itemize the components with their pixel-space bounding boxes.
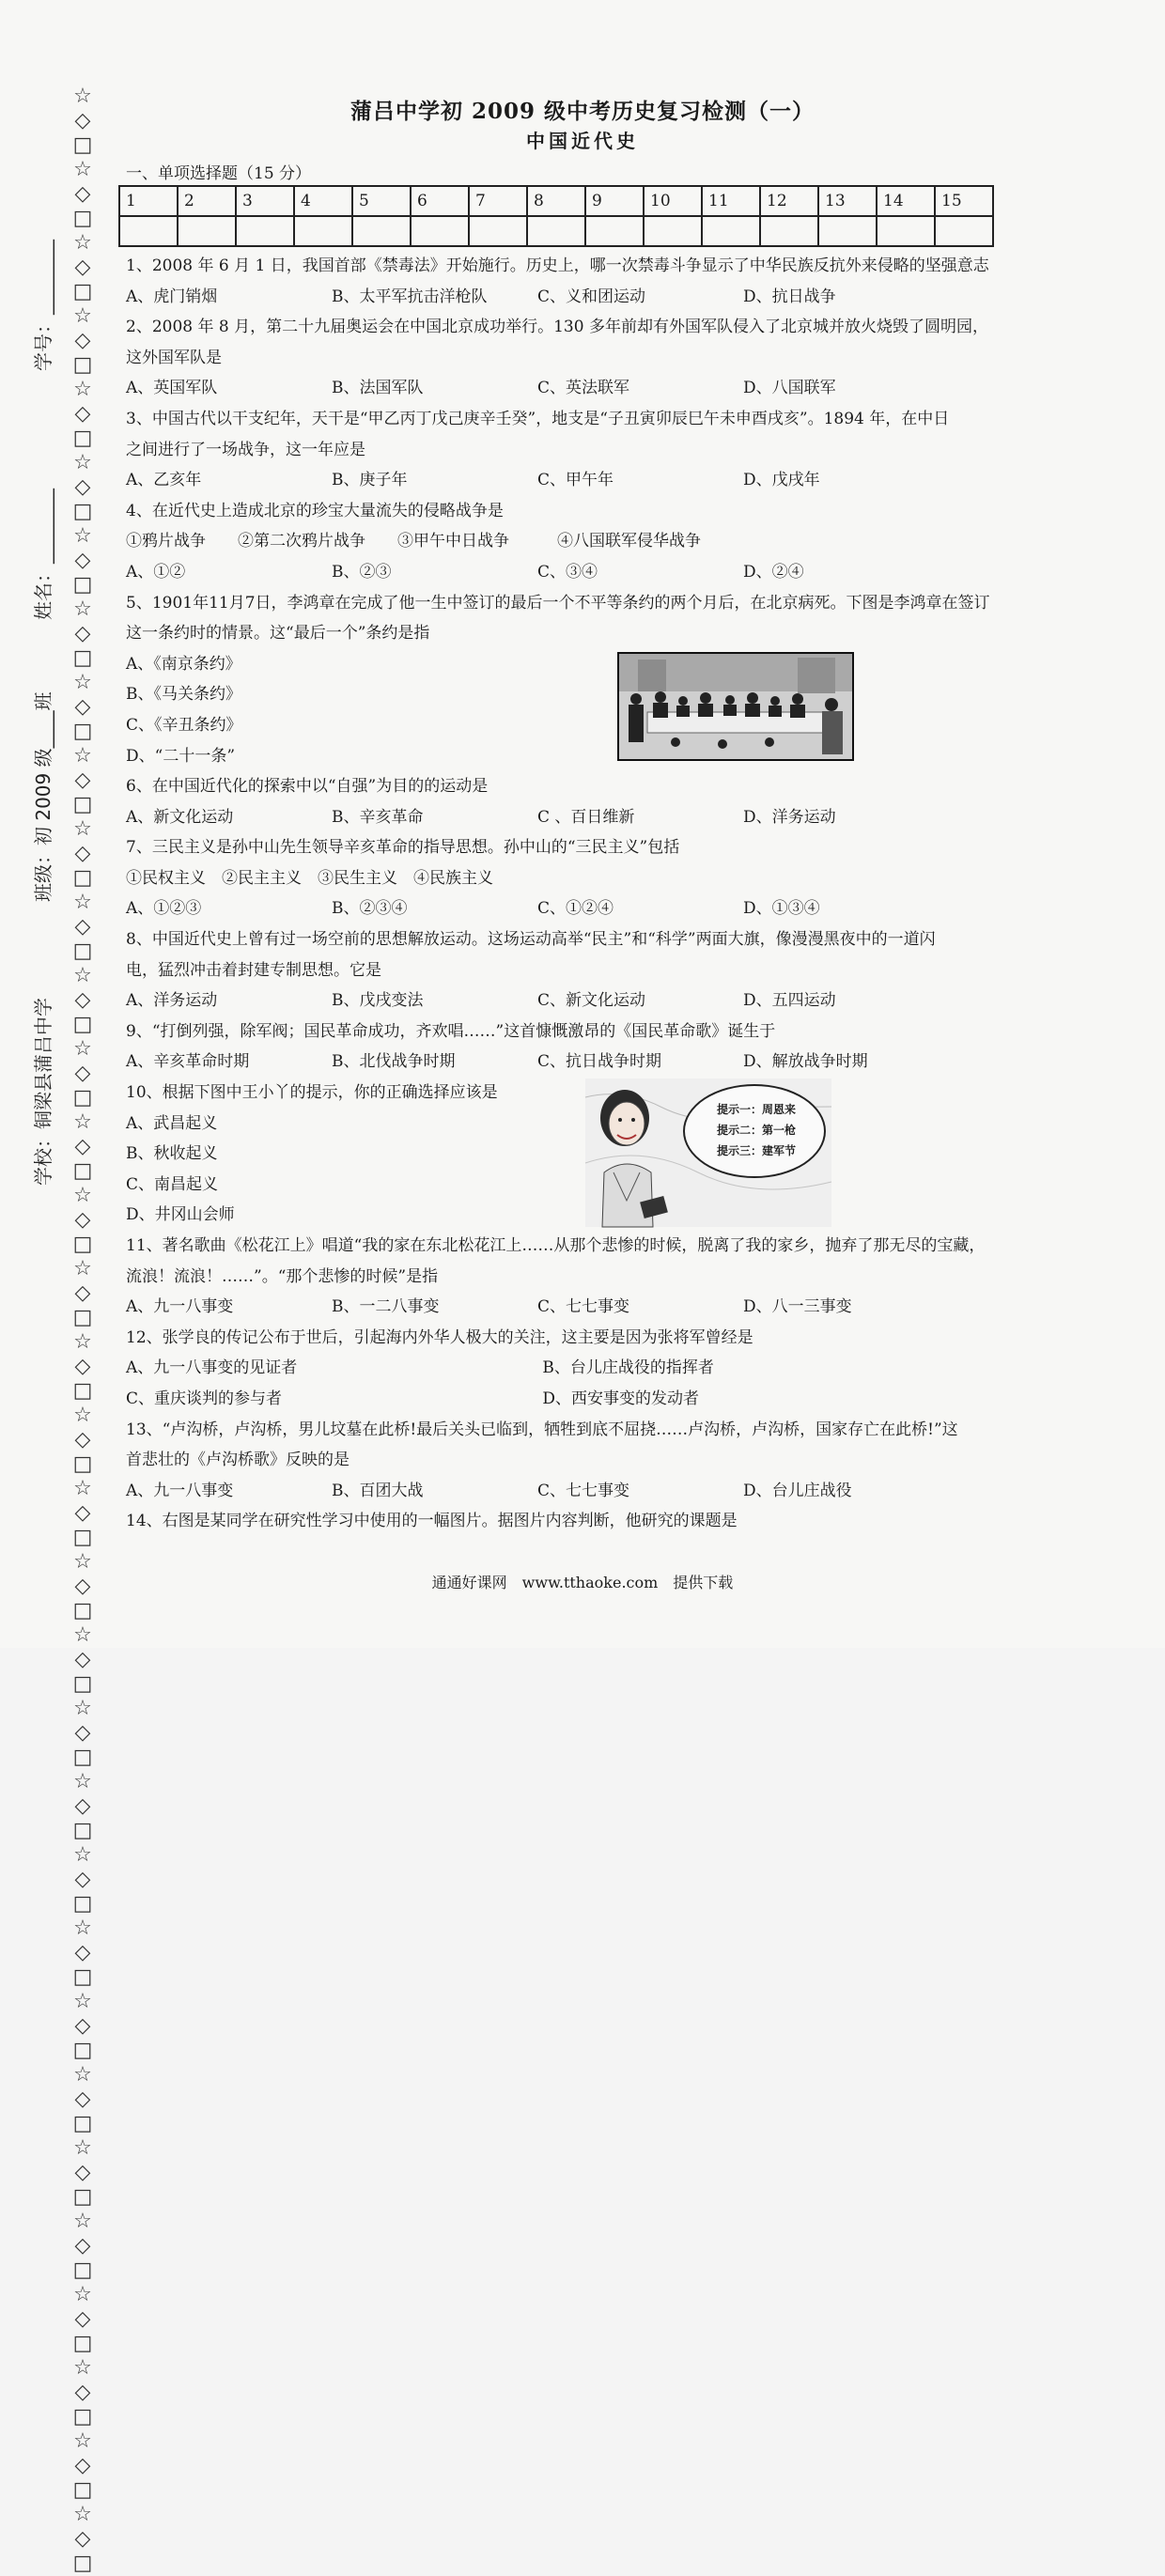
answer-number: 15 <box>935 186 993 216</box>
answer-number: 14 <box>877 186 935 216</box>
option: C、重庆谈判的参与者 <box>126 1389 283 1408</box>
option: B、②③ <box>332 562 392 582</box>
option: A、《南京条约》 <box>126 654 241 674</box>
option: D、井冈山会师 <box>126 1205 235 1225</box>
answer-number: 4 <box>294 186 352 216</box>
page-title: 蒲吕中学初 2009 级中考历史复习检测（一） <box>350 99 816 124</box>
question-13: 13、“卢沟桥，卢沟桥，男儿坟墓在此桥!最后关头已临到，牺牲到底不屈挠……卢沟桥，卢沟桥，国家存亡在此桥!”这 <box>126 1420 958 1439</box>
option: D、洋务运动 <box>743 807 836 827</box>
hint-bubble <box>683 1084 826 1178</box>
answer-number: 5 <box>352 186 411 216</box>
question-7-items: ①民权主义 ②民主主义 ③民生主义 ④民族主义 <box>126 868 493 888</box>
question-2: 2、2008 年 8 月，第二十九届奥运会在中国北京成功举行。130 多年前却有外国军队侵入了北京城并放火烧毁了圆明园， <box>126 318 988 337</box>
option: A、虎门销烟 <box>126 287 218 306</box>
question-6: 6、在中国近代化的探索中以“自强”为目的的运动是 <box>126 777 489 797</box>
option: C、英法联军 <box>537 379 630 398</box>
question-5: 5、1901年11月7日，李鸿章在完成了他一生中签订的最后一个不平等条约的两个月后，在北京病死。下图是李鸿章在签订 <box>126 593 990 613</box>
answer-number: 3 <box>236 186 294 216</box>
option: A、洋务运动 <box>126 991 218 1011</box>
answer-number: 12 <box>760 186 818 216</box>
question-8-cont: 电，猛烈冲击着封建专制思想。它是 <box>126 960 381 980</box>
option: D、戊戌年 <box>743 471 820 490</box>
option: A、九一八事变 <box>126 1481 234 1500</box>
option: C、《辛丑条约》 <box>126 715 242 735</box>
answer-blank[interactable] <box>411 216 469 246</box>
wang-xiaoya-cartoon <box>585 1079 831 1227</box>
option: B、庚子年 <box>332 471 408 490</box>
answer-number: 9 <box>585 186 644 216</box>
option: B、戊戌变法 <box>332 991 424 1011</box>
answer-table <box>118 185 994 247</box>
question-12-options-row1 <box>126 1353 1056 1384</box>
question-2-cont: 这外国军队是 <box>126 348 222 367</box>
option: A、辛亥革命时期 <box>126 1052 250 1072</box>
option: B、秋收起义 <box>126 1144 218 1164</box>
question-4: 4、在近代史上造成北京的珍宝大量流失的侵略战争是 <box>126 501 504 520</box>
answer-blank[interactable] <box>294 216 352 246</box>
student-number-label: 学号：________ <box>32 240 54 371</box>
answer-number: 7 <box>469 186 527 216</box>
option: C、南昌起义 <box>126 1174 219 1194</box>
option: C、①②④ <box>537 899 614 919</box>
option: D、①③④ <box>743 899 820 919</box>
question-13-cont: 首悲壮的《卢沟桥歌》反映的是 <box>126 1451 350 1470</box>
option: D、西安事变的发动者 <box>542 1389 700 1408</box>
hint-2: 提示二：第一枪 <box>717 1124 797 1137</box>
answer-blank[interactable] <box>935 216 993 246</box>
answer-blank[interactable] <box>119 216 178 246</box>
option: D、解放战争时期 <box>743 1052 868 1072</box>
option: A、武昌起义 <box>126 1113 218 1133</box>
student-name-label: 姓名：________ <box>32 489 54 620</box>
option: C、新文化运动 <box>537 991 646 1011</box>
question-1-options <box>126 282 1056 313</box>
option: D、八一三事变 <box>743 1297 852 1317</box>
question-11-cont: 流浪！流浪！……”。“那个悲惨的时候”是指 <box>126 1266 439 1286</box>
answer-blank[interactable] <box>760 216 818 246</box>
question-12: 12、张学良的传记公布于世后，引起海内外华人极大的关注，这主要是因为张将军曾经是 <box>126 1327 753 1347</box>
question-list <box>126 251 1056 1537</box>
option: A、①②③ <box>126 899 202 919</box>
answer-blank[interactable] <box>877 216 935 246</box>
question-9: 9、“打倒列强，除军阀；国民革命成功，齐欢唱……”这首慷慨激昂的《国民革命歌》诞生于 <box>126 1021 776 1041</box>
question-5-cont: 这一条约时的情景。这“最后一个”条约是指 <box>126 624 430 644</box>
question-1: 1、2008 年 6 月 1 日，我国首部《禁毒法》开始施行。历史上，哪一次禁毒斗争显示了中华民族反抗外来侵略的坚强意志 <box>126 256 989 275</box>
question-11: 11、著名歌曲《松花江上》唱道“我的家在东北松花江上……从那个悲惨的时候，脱离了我的家乡，抛弃了那无尽的宝藏， <box>126 1236 986 1255</box>
option: C、甲午年 <box>537 471 614 490</box>
option: A、九一八事变的见证者 <box>126 1358 298 1378</box>
school-label: 学校：铜梁县蒲吕中学 <box>32 998 54 1186</box>
option: A、英国军队 <box>126 379 218 398</box>
answer-number: 2 <box>178 186 236 216</box>
option: D、②④ <box>743 562 804 582</box>
class-label: 班级：初 2009 级____班 <box>32 691 54 902</box>
question-7-options <box>126 893 1056 924</box>
option: B、法国军队 <box>332 379 424 398</box>
option: D、“二十一条” <box>126 746 236 766</box>
option: B、辛亥革命 <box>332 807 424 827</box>
page-footer: 通通好课网 www.tthaoke.com 提供下载 <box>431 1574 734 1591</box>
option: C、③④ <box>537 562 598 582</box>
option: D、八国联军 <box>743 379 836 398</box>
option: B、百团大战 <box>332 1481 424 1500</box>
question-8: 8、中国近代史上曾有过一场空前的思想解放运动。这场运动高举“民主”和“科学”两面大旗，像漫漫黑夜中的一道闪 <box>126 930 936 950</box>
question-7: 7、三民主义是孙中山先生领导辛亥革命的指导思想。孙中山的“三民主义”包括 <box>126 838 680 858</box>
question-4-items: ①鸦片战争 ②第二次鸦片战争 ③甲午中日战争 ④八国联军侵华战争 <box>126 532 701 551</box>
answer-number-row <box>119 186 993 216</box>
option: A、九一八事变 <box>126 1297 234 1317</box>
page-subtitle: 中国近代史 <box>526 130 639 152</box>
answer-blank[interactable] <box>469 216 527 246</box>
option: D、抗日战争 <box>743 287 836 306</box>
option: A、新文化运动 <box>126 807 234 827</box>
option: B、《马关条约》 <box>126 685 241 705</box>
hint-3: 提示三：建军节 <box>717 1144 797 1157</box>
answer-blank[interactable] <box>644 216 702 246</box>
option: B、一二八事变 <box>332 1297 440 1317</box>
answer-blank-row <box>119 216 993 246</box>
answer-blank[interactable] <box>527 216 585 246</box>
answer-number: 10 <box>644 186 702 216</box>
option: B、北伐战争时期 <box>332 1052 456 1072</box>
question-2-options <box>126 373 1056 404</box>
answer-number: 6 <box>411 186 469 216</box>
question-8-options <box>126 985 1056 1016</box>
question-6-options <box>126 802 1056 833</box>
answer-number: 13 <box>818 186 877 216</box>
question-3-cont: 之间进行了一场战争，这一年应是 <box>126 440 365 459</box>
treaty-signing-photo <box>617 652 854 761</box>
question-12-options-row2 <box>126 1384 1056 1415</box>
answer-blank[interactable] <box>585 216 644 246</box>
question-13-options <box>126 1476 1056 1507</box>
question-10: 10、根据下图中王小丫的提示，你的正确选择应该是 <box>126 1083 498 1103</box>
answer-blank[interactable] <box>702 216 760 246</box>
option: C 、百日维新 <box>537 807 635 827</box>
hint-1: 提示一：周恩来 <box>717 1103 797 1116</box>
photo-illustration <box>619 654 852 759</box>
question-3: 3、中国古代以干支纪年，天干是“甲乙丙丁戊己庚辛壬癸”，地支是“子丑寅卯辰巳午未申酉戌亥”。1894 年，在中日 <box>126 409 950 428</box>
option: C、七七事变 <box>537 1481 630 1500</box>
option: A、乙亥年 <box>126 471 202 490</box>
option: C、七七事变 <box>537 1297 630 1317</box>
margin-border-pattern: ☆◇□☆◇□☆◇□☆◇□☆◇□☆◇□☆◇□☆◇□☆◇□☆◇□☆◇□☆◇□☆◇□☆◇□☆◇□☆◇□☆◇□☆◇□☆◇□☆◇□☆◇□☆◇□☆◇□☆◇□☆◇□☆◇□☆◇□☆◇□☆◇□☆◇□☆◇□☆◇□☆◇□☆◇□ <box>72 85 93 2575</box>
question-11-options <box>126 1292 1056 1323</box>
option: C、义和团运动 <box>537 287 646 306</box>
answer-blank[interactable] <box>818 216 877 246</box>
answer-number: 11 <box>702 186 760 216</box>
answer-blank[interactable] <box>178 216 236 246</box>
answer-blank[interactable] <box>352 216 411 246</box>
question-14: 14、右图是某同学在研究性学习中使用的一幅图片。据图片内容判断，他研究的课题是 <box>126 1512 738 1531</box>
answer-blank[interactable] <box>236 216 294 246</box>
answer-number: 8 <box>527 186 585 216</box>
option: D、五四运动 <box>743 991 836 1011</box>
option: C、抗日战争时期 <box>537 1052 662 1072</box>
option: B、太平军抗击洋枪队 <box>332 287 488 306</box>
answer-number: 1 <box>119 186 178 216</box>
question-9-options <box>126 1047 1056 1078</box>
question-4-options <box>126 557 1056 588</box>
section-heading: 一、单项选择题（15 分） <box>126 164 312 183</box>
option: A、①② <box>126 562 186 582</box>
option: B、台儿庄战役的指挥者 <box>542 1358 714 1378</box>
question-3-options <box>126 465 1056 496</box>
option: D、台儿庄战役 <box>743 1481 852 1500</box>
option: B、②③④ <box>332 899 408 919</box>
